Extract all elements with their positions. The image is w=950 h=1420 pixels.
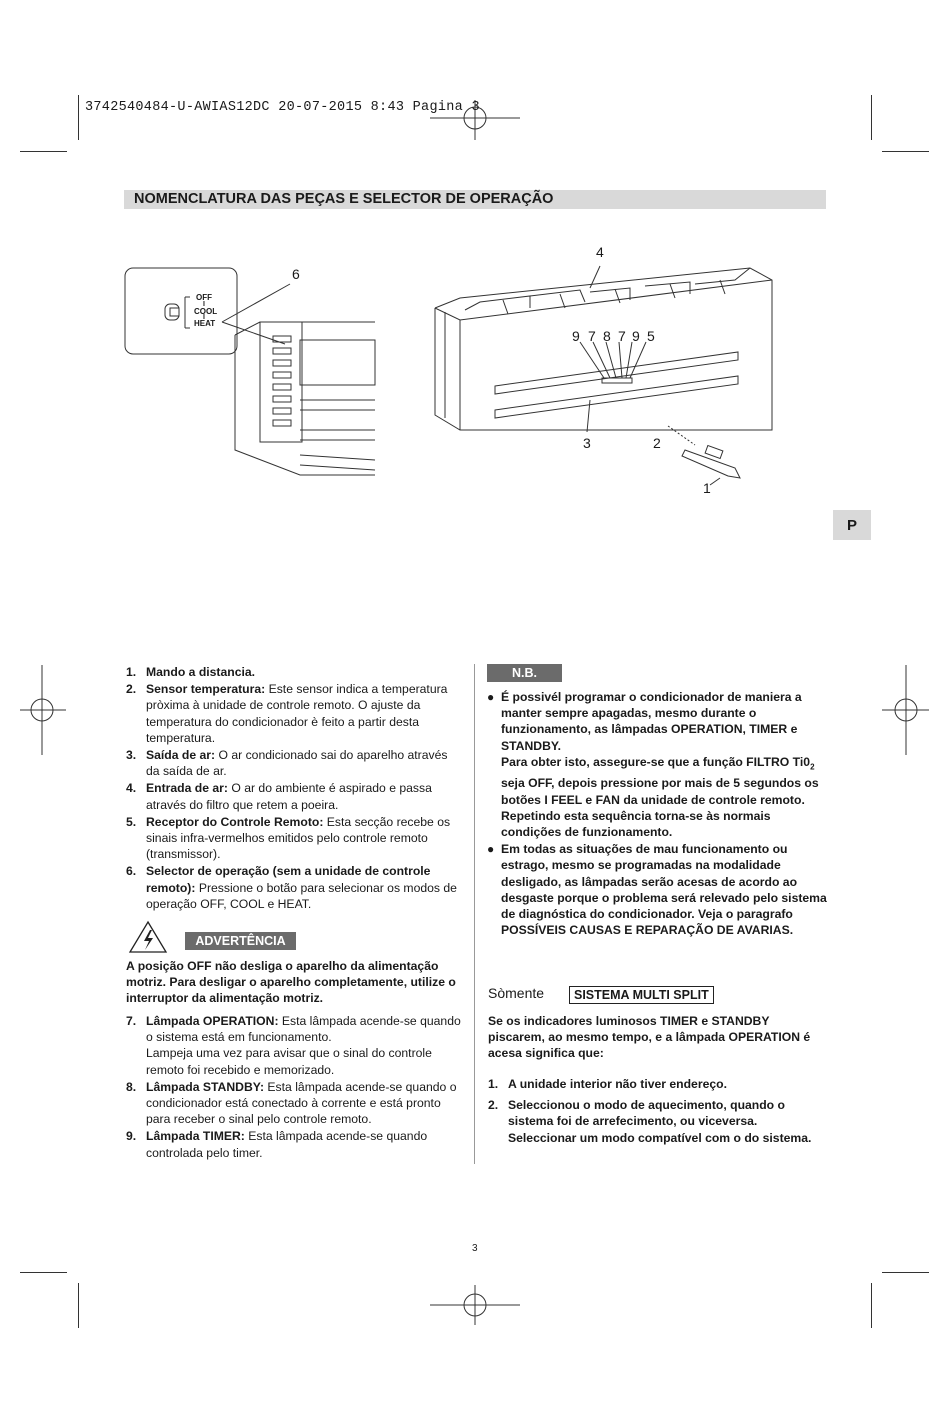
warning-text: A posição OFF não desliga o aparelho da alimentação motriz. Para desligar o aparelho completamente, utilize o interruptor da alimentação motriz. [126,959,456,1006]
column-divider [474,664,475,1164]
bullet-icon: ● [487,842,495,857]
list-item: 6. Selector de operação (sem a unidade de controle remoto): Pressione o botão para selecionar os modos de operação OFF, COOL e HEAT. [126,864,457,911]
bullet-icon: ● [487,690,495,704]
print-header: 3742540484-U-AWIAS12DC 20-07-2015 8:43 Pagina 3 [85,100,480,115]
lamps-list [126,1013,464,1161]
callout-1: 1 [703,480,711,496]
callout-5: 5 [647,328,655,344]
list-item: 2. Sensor temperatura: Este sensor indica a temperatura pròxima à unidade de controle remoto. O ajuste da temperatura do condicionador è feito a partir desta temperatura. [126,682,448,745]
list-item: 8. Lâmpada STANDBY: Esta lâmpada acende-se quando o condicionador está conectado à corrente e está pronto para receber o sinal pelo controle remoto. [126,1079,457,1127]
callout-2: 2 [653,435,661,451]
list-item: 2. Seleccionou o modo de aquecimento, quando o sistema foi de arrefecimento, ou viceversa. Seleccionar um modo compatível com o do sistema. [488,1098,812,1145]
list-item: 3. Saída de ar: O ar condicionado sai do aparelho através da saída de ar. [126,748,448,779]
list-item: 1. A unidade interior não tiver endereço. [488,1077,727,1091]
list-item: 9. Lâmpada TIMER: Esta lâmpada acende-se quando controlada pelo timer. [126,1129,428,1160]
left-column-2 [126,1013,464,1162]
parts-diagram [110,240,790,500]
callout-8: 8 [603,328,611,344]
nb-label: N.B. [487,664,562,682]
multi-split-box: SISTEMA MULTI SPLIT [569,986,714,1004]
warning-label: ADVERTÊNCIA [185,932,296,950]
selector-sep-2: I [203,314,205,321]
parts-list [126,664,464,912]
nb-notes [487,689,827,939]
selector-inset [125,268,237,354]
callout-4: 4 [596,244,604,260]
multi-list [488,1076,818,1146]
selector-off-label: OFF [196,293,212,302]
page-number: 3 [472,1243,478,1254]
warning-icon [128,920,168,954]
callout-7b: 7 [618,328,626,344]
section-title: NOMENCLATURA DAS PEÇAS E SELECTOR DE OPERAÇÃO [134,191,554,207]
callout-3: 3 [583,435,591,451]
nb-bullet-1: ● É possivél programar o condicionador de maniera a manter sempre apagadas, mesmo durante o funzionamento, as lâmpadas OPERATION, TIMER e STANDBY. Para obter isto, assegure-se que a função FILTRO $Ti0_2$ seja OFF, depois pressione por mais de 5 segundos os botões I FEEL e FAN da unidade de controle remoto. Repetindo esta sequência torna-se às normais condições de funzionamento. [487,690,819,840]
callout-9b: 9 [632,328,640,344]
multi-list-wrap [488,1076,818,1147]
callout-7a: 7 [588,328,596,344]
somente-label: Sòmente [488,985,545,1001]
selector-cool-label: COOL [194,307,218,316]
list-item: 7. Lâmpada OPERATION: Esta lâmpada acende-se quando o sistema está em funcionamento. Lampeja uma vez para avisar que o sinal do controle remoto foi recebido e memorizado. [126,1014,461,1077]
list-item: 1. Mando a distancia. [126,665,256,679]
selector-heat-label: HEAT [194,319,216,328]
callout-6: 6 [292,266,300,282]
nb-bullet-2: ● Em todas as situações de mau funcionamento ou estrago, mesmo se programadas na modalidade desligado, as lâmpadas serão acesas de acordo ao desgaste porque o problema será relevado pelo sistema de diagnóstica do condicionador. Veja o paragrafo POSSÍVEIS CAUSAS E REPARAÇÃO DE AVARIAS. [487,842,827,938]
callout-9a: 9 [572,328,580,344]
list-item: 4. Entrada de ar: O ar do ambiente é aspirado e passa através do filtro que retem a poeira. [126,781,432,812]
selector-sep-1: I [203,301,205,308]
left-column [126,664,464,913]
language-tab: P [833,510,871,540]
list-item: 5. Receptor do Controle Remoto: Esta secção recebe os sinais infra-vermelhos emitidos pelo controle remoto (transmissor). [126,814,451,862]
multi-intro: Se os indicadores luminosos TIMER e STANDBY piscarem, ao mesmo tempo, e a lâmpada OPERATION é acesa significa que: [488,1014,811,1061]
